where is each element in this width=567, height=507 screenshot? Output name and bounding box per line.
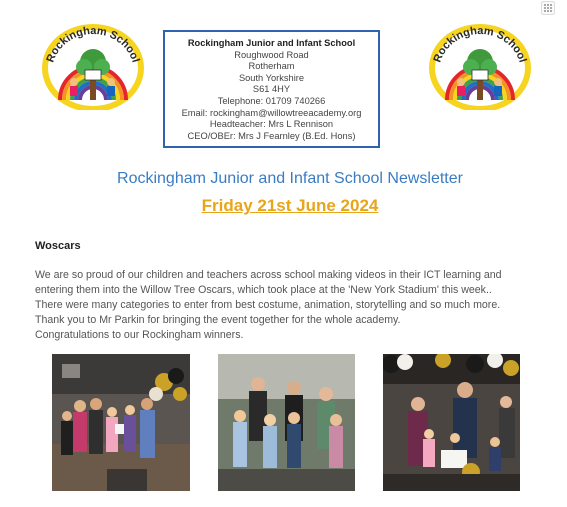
newsletter-title: Rockingham Junior and Infant School Newsletter xyxy=(117,170,463,187)
address-email: Email: rockingham@willowtreeacademy.org xyxy=(181,107,362,118)
address-postcode: S61 4HY xyxy=(252,84,291,95)
body-line: Congratulations to our Rockingham winners. xyxy=(35,329,244,341)
logo-text: Rockingham School xyxy=(44,24,142,65)
section-body xyxy=(35,268,550,343)
school-logo-right xyxy=(425,20,535,110)
section-heading: Woscars xyxy=(35,240,81,252)
school-name: Rockingham Junior and Infant School xyxy=(187,38,356,48)
body-line: Thank you to Mr Parkin for bringing the event together for the whole academy. xyxy=(35,314,401,326)
school-logo-left xyxy=(38,20,148,110)
address-headteacher: Headteacher: Mrs L Rennison xyxy=(209,119,334,130)
newsletter-date-wrap xyxy=(0,196,567,216)
address-telephone: Telephone: 01709 740266 xyxy=(217,95,326,106)
grid-dots-icon[interactable] xyxy=(541,1,555,15)
school-address-box xyxy=(163,30,380,148)
logo-text: Rockingham School xyxy=(431,24,529,65)
body-line: There were many categories to enter from best costume, animation, storytelling and so much more. xyxy=(35,299,501,311)
address-ceo: CEO/OBEr: Mrs J Fearnley (B.Ed. Hons) xyxy=(187,130,356,141)
address-town: Rotherham xyxy=(248,61,295,72)
body-line: We are so proud of our children and teachers across school making videos in their ICT learning and xyxy=(35,269,502,281)
photo-winners-group xyxy=(52,354,190,491)
address-county: South Yorkshire xyxy=(238,72,305,83)
photo-winners-certificate xyxy=(383,354,520,491)
body-line: entering them into the Willow Tree Oscars, which took place at the 'New York Stadium' this week.. xyxy=(35,284,492,296)
photo-winners-stage xyxy=(218,354,355,491)
address-street: Roughwood Road xyxy=(234,49,309,60)
newsletter-date: Friday 21st June 2024 xyxy=(201,196,379,215)
